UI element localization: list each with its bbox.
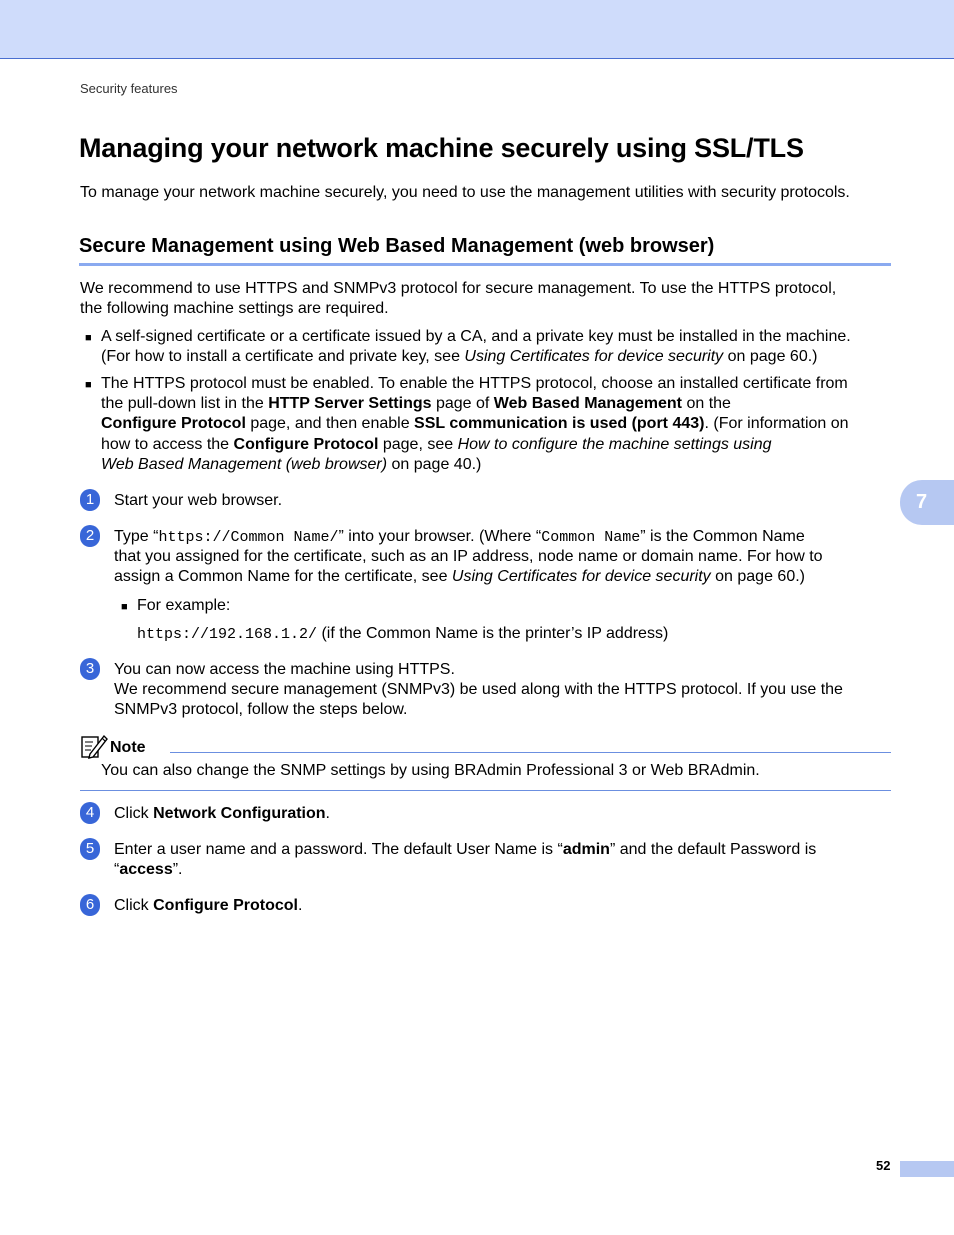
example-label: For example: [137,597,231,614]
recommend-line-2: the following machine settings are required. [80,300,389,317]
chapter-tab: 7 [900,480,954,525]
code-snippet: Common Name [541,529,641,546]
step-3-line-3: SNMPv3 protocol, follow the steps below. [114,701,408,718]
page-title: Managing your network machine securely using SSL/TLS [79,133,804,163]
intro-paragraph: To manage your network machine securely, you need to use the management utilities with security protocols. [80,184,850,201]
code-snippet: https://192.168.1.2/ [137,626,318,643]
step-5-marker: 5 [80,838,100,860]
bullet2-line-2: the pull-down list in the HTTP Server Settings page of Web Based Management on the [101,395,731,412]
step-2-line-3: assign a Common Name for the certificate, see Using Certificates for device security on page 60.) [114,568,805,585]
bullet-square-icon: ■ [121,601,128,613]
step-2-line-1: Type “https://Common Name/” into your browser. (Where “Common Name” is the Common Name [114,528,805,546]
step-1-marker: 1 [80,489,100,511]
step-4-text: Click Network Configuration. [114,805,330,822]
section-heading: Secure Management using Web Based Management (web browser) [79,235,891,266]
step-2-marker: 2 [80,525,100,547]
step-6-text: Click Configure Protocol. [114,897,303,914]
step-3-line-1: You can now access the machine using HTTPS. [114,661,455,678]
note-label: Note [110,739,146,756]
top-header-band [0,0,954,59]
step-3-marker: 3 [80,658,100,680]
page-number: 52 [876,1158,891,1173]
cross-reference: Web Based Management (web browser) [101,456,388,473]
bullet2-line-1: The HTTPS protocol must be enabled. To enable the HTTPS protocol, choose an installed certificate from [101,375,848,392]
bullet1-line-1: A self-signed certificate or a certificate issued by a CA, and a private key must be installed in the machine. [101,328,851,345]
bullet-square-icon: ■ [85,379,92,391]
example-line: https://192.168.1.2/ (if the Common Name is the printer’s IP address) [137,625,669,643]
note-divider-bottom [80,790,891,791]
step-5-line-1: Enter a user name and a password. The default User Name is “admin” and the default Password is [114,841,817,858]
cross-reference: Using Certificates for device security [464,348,724,365]
bullet-square-icon: ■ [85,332,92,344]
bullet2-line-5: Web Based Management (web browser) on page 40.) [101,456,482,473]
step-2-line-2: that you assigned for the certificate, such as an IP address, node name or domain name. For how to [114,548,823,565]
note-divider-top [170,752,891,753]
running-head: Security features [80,81,178,96]
cross-reference: How to configure the machine settings using [457,436,772,453]
note-text: You can also change the SNMP settings by using BRAdmin Professional 3 or Web BRAdmin. [101,762,760,779]
cross-reference: Using Certificates for device security [451,568,711,585]
step-3-line-2: We recommend secure management (SNMPv3) be used along with the HTTPS protocol. If you use the [114,681,843,698]
page-number-tab [900,1161,954,1177]
step-1-text: Start your web browser. [114,492,283,509]
step-4-marker: 4 [80,802,100,824]
bullet2-line-4: how to access the Configure Protocol page, see How to configure the machine settings using [101,436,772,453]
code-snippet: https://Common Name/ [158,529,339,546]
step-6-marker: 6 [80,894,100,916]
bullet2-line-3: Configure Protocol page, and then enable SSL communication is used (port 443). (For information on [101,415,849,432]
recommend-line-1: We recommend to use HTTPS and SNMPv3 protocol for secure management. To use the HTTPS protocol, [80,280,837,297]
note-pencil-icon [80,733,108,759]
bullet1-line-2: (For how to install a certificate and private key, see Using Certificates for device security on page 60.) [101,348,818,365]
step-5-line-2: “access”. [114,861,183,878]
